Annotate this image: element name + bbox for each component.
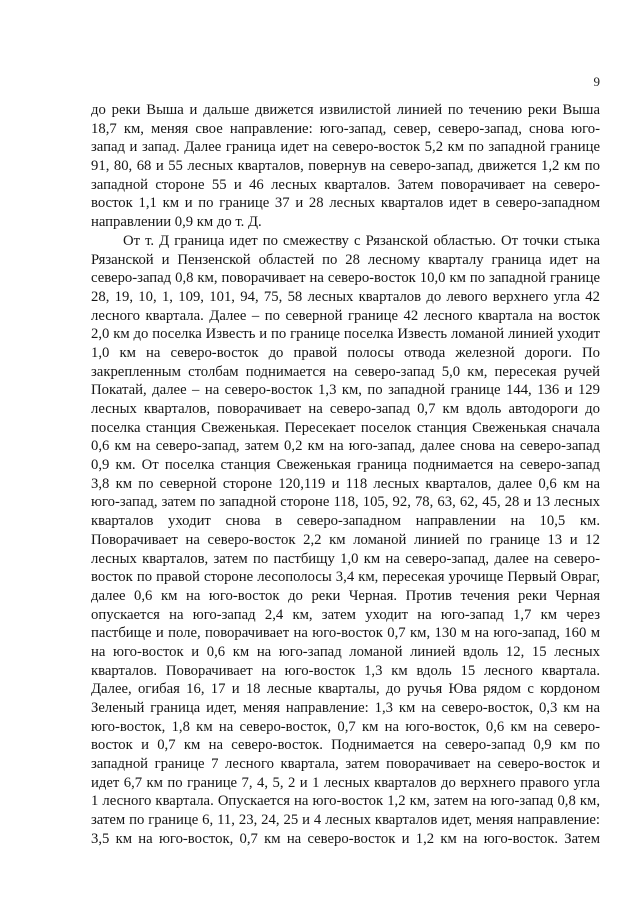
text-line: 3,8 км по северной стороне 120,119 и 118 лесных кварталов, далее 0,6 км на [91, 475, 600, 492]
text-line: Покатай, далее – на северо-восток 1,3 км, по западной границе 144, 136 и 129 [91, 382, 600, 399]
paragraph-2 [91, 232, 600, 849]
text-line: опускается на юго-запад 2,4 км, затем уходит на юго-запад 1,7 км через [91, 606, 600, 623]
text-line: Поворачивает на северо-восток 2,2 км ломаной линией по границе 13 и 12 [91, 531, 600, 548]
text-line: идет 6,7 км по границе 7, 4, 5, 2 и 1 лесных кварталов до верхнего правого угла [91, 774, 600, 791]
text-line: запад и запад. Далее граница идет на северо-восток 5,2 км по западной границе [91, 139, 600, 156]
paragraph-1 [91, 101, 600, 232]
text-line: Зеленый граница идет, меняя направление: 1,3 км на северо-восток, 0,3 км на [91, 700, 600, 716]
text-line: северо-запад 0,8 км, поворачивает на северо-восток 10,0 км по западной границе [91, 270, 600, 287]
text-line: 0,9 км. От поселка станция Свеженькая граница поднимается на северо-запад [91, 457, 600, 474]
text-line: закрепленным столбам поднимается на северо-запад 5,0 км, пересекая ручей [91, 363, 600, 380]
text-line: на юго-восток и 0,6 км на юго-запад ломаной линией вдоль 12, 15 лесных [91, 643, 600, 660]
text-line: далее 0,6 км на юго-восток до реки Черная. Против течения реки Черная [91, 587, 600, 604]
text-line: направлении 0,9 км до т. Д. [91, 214, 262, 231]
text-line: 18,7 км, меняя свое направление: юго-запад, север, северо-запад, снова юго- [91, 120, 600, 137]
page-number: 9 [593, 74, 600, 89]
text-line: западной границе 7 лесного квартала, затем поворачивает на северо-восток и [91, 756, 600, 773]
text-line: затем по границе 6, 11, 23, 24, 25 и 4 лесных кварталов идет, меняя направление: [91, 812, 600, 829]
text-line: 91, 80, 68 и 55 лесных кварталов, повернув на северо-запад, движется 1,2 км по [91, 158, 600, 175]
text-line: Далее, огибая 16, 17 и 18 лесные кварталы, до ручья Юва рядом с кордоном [91, 681, 600, 698]
text-line: 2,0 км до поселка Известь и по границе поселка Известь ломаной линией уходит [91, 326, 600, 343]
text-line: до реки Выша и дальше движется извилистой линией по течению реки Выша [91, 102, 600, 118]
text-line: восток 1,1 км и по границе 37 и 28 лесных кварталов идет в северо-западном [91, 195, 600, 212]
text-line: восток по правой стороне лесополосы 3,4 км, пересекая урочище Первый Овраг, [91, 569, 600, 586]
text-line: юго-запад, затем по западной стороне 118, 105, 92, 78, 63, 62, 45, 28 и 13 лесных [91, 494, 600, 511]
text-line: Рязанской и Пензенской областей по 28 лесному кварталу граница идет на [91, 251, 600, 268]
text-line: 28, 19, 10, 1, 109, 101, 94, 75, 58 лесных кварталов до левого верхнего угла 42 [91, 288, 600, 305]
text-line: лесных кварталов, затем по пастбищу 1,0 км на северо-запад, далее на северо- [91, 550, 600, 567]
text-line: 1 лесного квартала. Опускается на юго-восток 1,2 км, затем на юго-запад 0,8 км, [91, 793, 600, 810]
text-line: 3,5 км на юго-восток, 0,7 км на северо-восток и 1,2 км на юго-восток. Затем [91, 830, 600, 847]
text-line: восток и 0,7 км на северо-восток. Поднимается на северо-запад 0,9 км по [91, 737, 600, 754]
text-line: западной стороне 55 и 46 лесных кварталов. Затем поворачивает на северо- [91, 176, 600, 193]
text-line: 0,6 км на северо-запад, затем 0,2 км на юго-запад, далее снова на северо-запад [91, 438, 600, 455]
text-line: поселка станция Свеженькая. Пересекает поселок станция Свеженькая сначала [91, 419, 600, 436]
text-line: 1,0 км на северо-восток до правой полосы отвода железной дороги. По [91, 344, 600, 361]
body-text [91, 101, 600, 849]
text-line: пастбище и поле, поворачивает на юго-восток 0,7 км, 130 м на юго-запад, 160 м [91, 625, 600, 642]
text-line: лесного квартала. Далее – по северной границе 42 лесного квартала на восток [91, 307, 600, 324]
text-line: От т. Д граница идет по смежеству с Рязанской областью. От точки стыка [123, 232, 600, 249]
text-line: кварталов. Поворачивает на юго-восток 1,3 км вдоль 15 лесного квартала. [91, 662, 600, 679]
text-line: кварталов уходит снова в северо-западном направлении на 10,5 км. [91, 513, 600, 530]
text-line: лесных кварталов, поворачивает на северо-запад 0,7 км вдоль автодороги до [91, 401, 600, 417]
text-line: юго-восток, 1,8 км на северо-восток, 0,7 км на юго-восток, 0,6 км на северо- [91, 718, 600, 735]
